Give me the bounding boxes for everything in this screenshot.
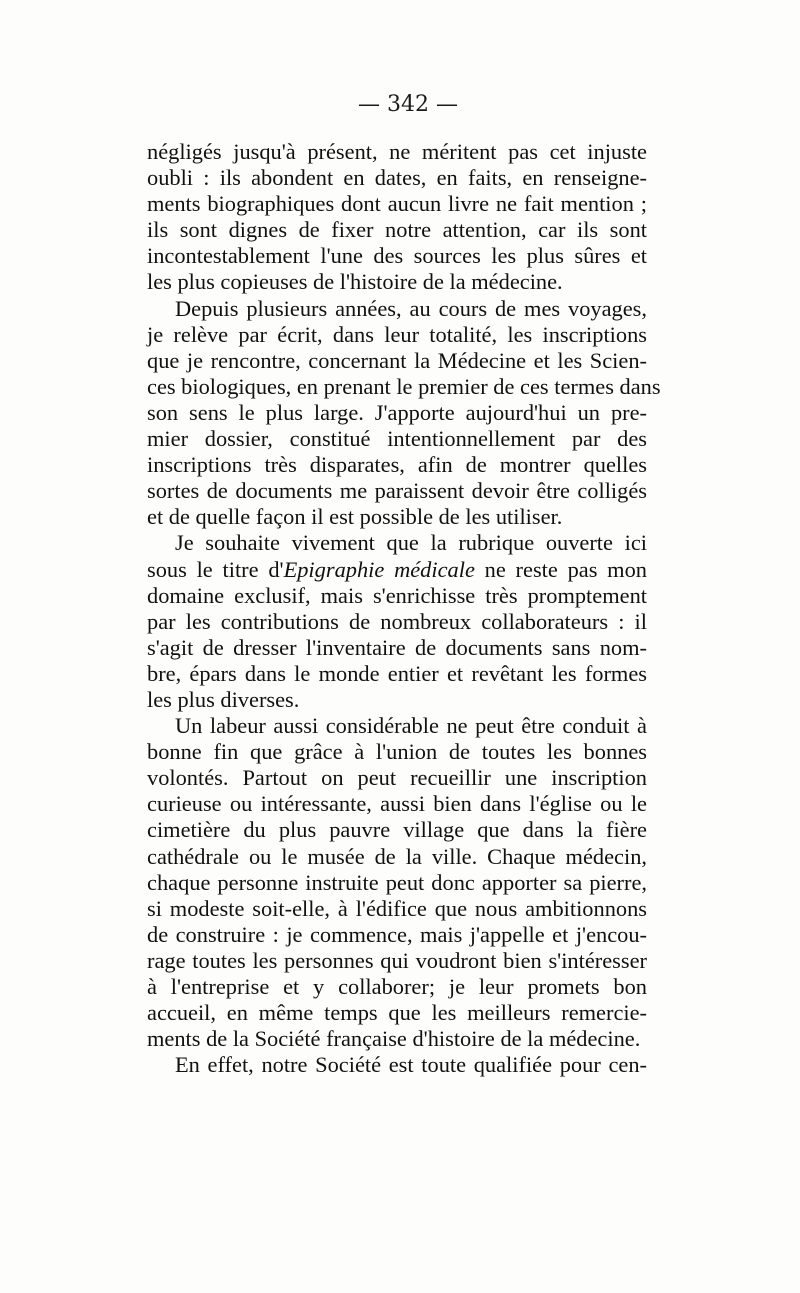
text-line: ils sont dignes de fixer notre attention, car ils sont — [147, 217, 647, 243]
text-line: à l'entreprise et y collaborer; je leur promets bon — [147, 974, 647, 999]
text-line: son sens le plus large. J'apporte aujourd'hui un pre- — [147, 399, 647, 425]
text-line: si modeste soit-elle, à l'édifice que nous ambitionnons — [147, 895, 647, 921]
text-line: par les contributions de nombreux collaborateurs : il — [147, 608, 647, 634]
page-number: — 342 — — [358, 92, 458, 117]
text-line: sortes de documents me paraissent devoir être colligés — [147, 478, 647, 504]
text-line: cimetière du plus pauvre village que dans la fière — [147, 817, 647, 843]
paragraph-1 — [147, 139, 647, 296]
section-title-italic: Epigraphie médicale — [283, 556, 475, 582]
text-line: bonne fin que grâce à l'union de toutes les bonnes — [147, 739, 647, 765]
paragraph-4 — [147, 713, 647, 1052]
text-line: En effet, notre Société est toute qualifiée pour cen- — [175, 1052, 647, 1078]
body-text — [147, 139, 661, 1078]
text-line: volontés. Partout on peut recueillir une inscription — [147, 765, 647, 791]
paragraph-2 — [147, 295, 661, 531]
text-line: s'agit de dresser l'inventaire de documents sans nom- — [147, 634, 647, 660]
text-line: oubli : ils abondent en dates, en faits, en renseigne- — [147, 165, 647, 191]
text-line: Depuis plusieurs années, au cours de mes voyages, — [175, 295, 647, 321]
text-line: mier dossier, constitué intentionnellement par des — [147, 426, 647, 452]
text-line: négligés jusqu'à présent, ne méritent pas cet injuste — [147, 139, 647, 164]
text-line: Un labeur aussi considérable ne peut être conduit à — [175, 713, 647, 739]
text-line: de construire : je commence, mais j'appelle et j'encou- — [147, 921, 647, 947]
text-line: que je rencontre, concernant la Médecine et les Scien- — [147, 347, 647, 373]
text-line: ments biographiques dont aucun livre ne fait mention ; — [147, 191, 647, 217]
text-line: rage toutes les personnes qui voudront bien s'intéresser — [147, 947, 647, 973]
paragraph-5 — [147, 1052, 647, 1078]
text-line: ments de la Société française d'histoire de la médecine. — [147, 1026, 641, 1052]
text-line: domaine exclusif, mais s'enrichisse très promptement — [147, 582, 647, 608]
paragraph-3 — [147, 530, 647, 713]
text-line: les plus diverses. — [147, 686, 300, 712]
text-line: et de quelle façon il est possible de les utiliser. — [147, 504, 563, 530]
text-line: ces biologiques, en prenant le premier de ces termes dans — [147, 373, 661, 399]
text-line: chaque personne instruite peut donc apporter sa pierre, — [147, 869, 647, 895]
text-line: cathédrale ou le musée de la ville. Chaque médecin, — [147, 843, 647, 869]
text-line: inscriptions très disparates, afin de montrer quelles — [147, 452, 647, 478]
text-line: les plus copieuses de l'histoire de la médecine. — [147, 269, 563, 295]
text-line: bre, épars dans le monde entier et revêtant les formes — [147, 660, 647, 686]
text-line: Je souhaite vivement que la rubrique ouverte ici — [175, 530, 647, 556]
text-fragment: sous le titre d' — [147, 556, 284, 582]
text-line: accueil, en même temps que les meilleurs remercie- — [147, 1000, 647, 1026]
text-line-with-italic-title — [147, 557, 647, 583]
text-line: je relève par écrit, dans leur totalité, les inscriptions — [147, 321, 647, 347]
text-fragment: ne reste pas mon — [474, 556, 647, 582]
text-line: incontestablement l'une des sources les plus sûres et — [147, 243, 647, 269]
text-line: curieuse ou intéressante, aussi bien dans l'église ou le — [147, 791, 647, 817]
